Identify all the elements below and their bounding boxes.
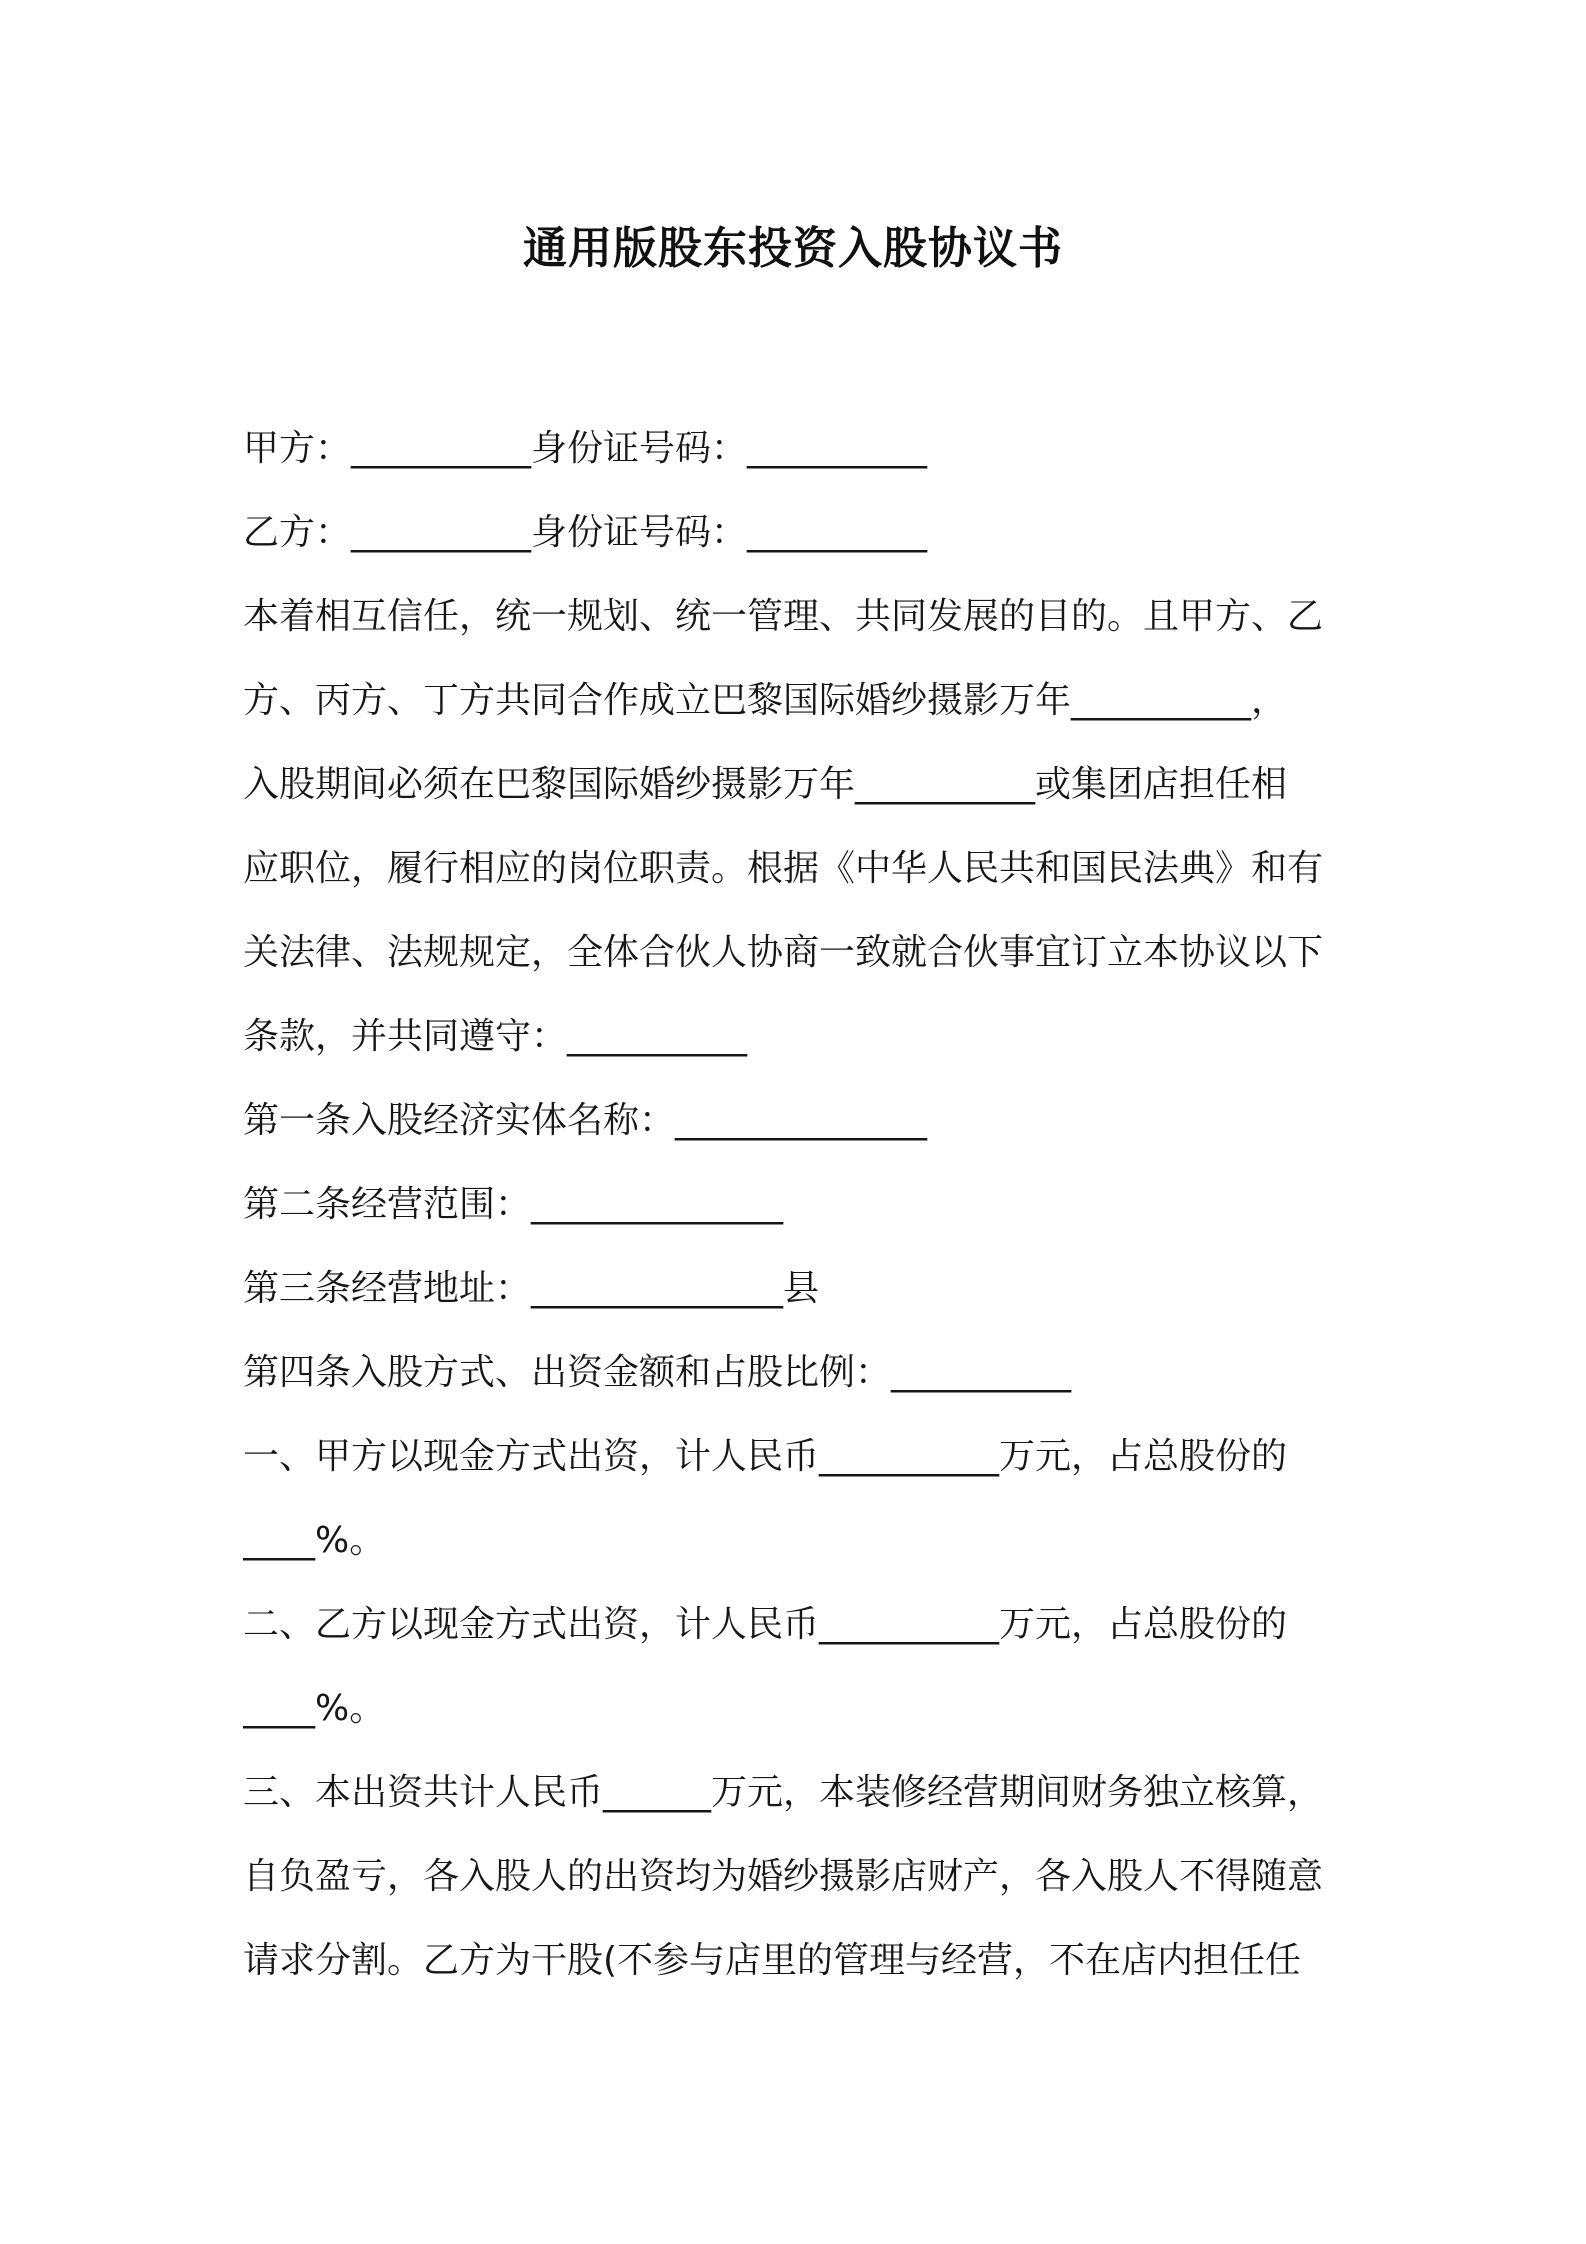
preamble-line-2: 方、丙方、丁方共同合作成立巴黎国际婚纱摄影万年__________，	[243, 680, 1288, 721]
clause-1-line-2: ____%。	[243, 1520, 386, 1561]
preamble-line-1: 本着相互信任，统一规划、统一管理、共同发展的目的。且甲方、乙	[243, 596, 1324, 637]
clause-3-line-2: 自负盈亏，各入股人的出资均为婚纱摄影店财产，各入股人不得随意	[243, 1856, 1324, 1897]
document-body	[243, 407, 1353, 2003]
document-title: 通用版股东投资入股协议书	[523, 223, 1063, 274]
clause-2-line-2: ____%。	[243, 1688, 386, 1729]
party-b-line: 乙方：__________身份证号码：__________	[243, 512, 928, 553]
clause-3-line-1: 三、本出资共计人民币______万元，本装修经营期间财务独立核算，	[243, 1772, 1324, 1813]
article-4-line: 第四条入股方式、出资金额和占股比例：__________	[243, 1352, 1072, 1393]
article-3-line: 第三条经营地址：______________县	[243, 1268, 820, 1309]
clause-2-line-1: 二、乙方以现金方式出资，计人民币__________万元，占总股份的	[243, 1604, 1288, 1645]
preamble-line-3: 入股期间必须在巴黎国际婚纱摄影万年__________或集团店担任相	[243, 764, 1288, 805]
clause-1-line-1: 一、甲方以现金方式出资，计人民币__________万元，占总股份的	[243, 1436, 1288, 1477]
article-2-line: 第二条经营范围：______________	[243, 1184, 784, 1225]
preamble-line-4: 应职位，履行相应的岗位职责。根据《中华人民共和国民法典》和有	[243, 848, 1324, 889]
clause-3-line-3: 请求分割。乙方为干股(不参与店里的管理与经营，不在店内担任任	[243, 1940, 1302, 1981]
preamble-line-6: 条款，并共同遵守：__________	[243, 1016, 748, 1057]
article-1-line: 第一条入股经济实体名称：______________	[243, 1100, 928, 1141]
party-a-line: 甲方：__________身份证号码：__________	[243, 428, 928, 469]
preamble-line-5: 关法律、法规规定，全体合伙人协商一致就合伙事宜订立本协议以下	[243, 932, 1324, 973]
